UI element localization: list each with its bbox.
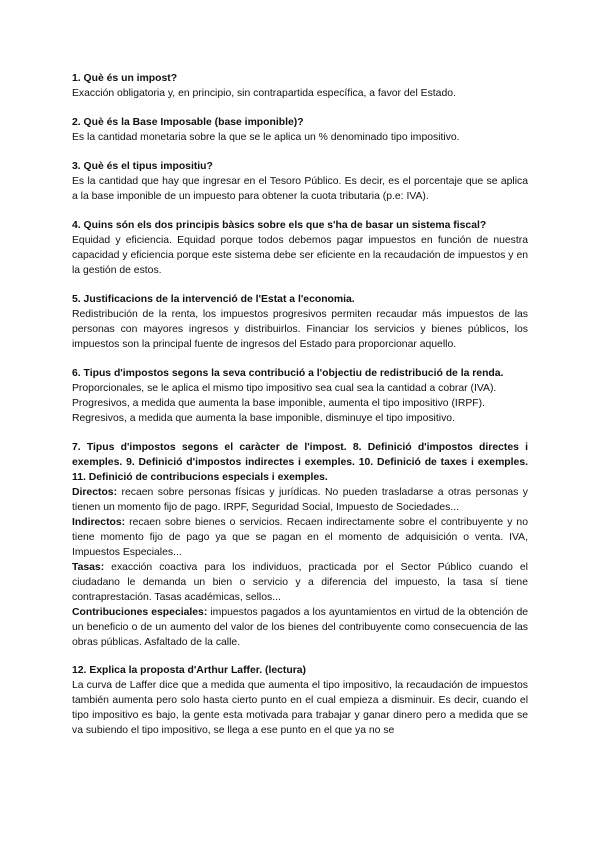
answer-line: Progresivos, a medida que aumenta la base imponible, aumenta el tipo impositivo (IRPF).: [72, 398, 485, 409]
question-heading: 6. Tipus d'impostos segons la seva contribució a l'objectiu de redistribució de la renda.: [72, 368, 504, 379]
definition-text: exacción coactiva para los individuos, practicada por el Sector Público cuando el ciudadano le demanda un bien o servicio y a diferencia del impuesto, la tasa sí tiene contraprestación. Tasas académicas, sellos...: [72, 562, 528, 603]
question-heading: 1. Què és un impost?: [72, 73, 178, 84]
section-7: [72, 440, 528, 650]
question-heading: 4. Quins són els dos principis bàsics sobre els que s'ha de basar un sistema fiscal?: [72, 220, 487, 231]
definition-text: impuestos pagados a los ayuntamientos en virtud de la obtención de un beneficio o de un aumento del valor de los bienes del contribuyente como consecuencia de las obras públicas. Asfaltado de la calle.: [72, 607, 528, 648]
section-3: [72, 159, 528, 204]
section-2: [72, 115, 528, 145]
definition-contribuciones: [72, 605, 528, 650]
answer-text: Equidad y eficiencia. Equidad porque todos debemos pagar impuestos en función de nuestra capacidad y eficiencia porque este sistema debe ser eficiente en la recaudación de impuestos y en la gestión de estos.: [72, 235, 528, 276]
answer-text: Exacción obligatoria y, en principio, sin contrapartida específica, a favor del Estado.: [72, 88, 456, 99]
definition-tasas: [72, 560, 528, 605]
section-12: [72, 663, 528, 738]
section-6: [72, 366, 528, 426]
answer-text: Es la cantidad monetaria sobre la que se le aplica un % denominado tipo impositivo.: [72, 132, 460, 143]
section-1: [72, 71, 528, 101]
definition-term: Indirectos:: [72, 517, 126, 528]
answer-text: Es la cantidad que hay que ingresar en el Tesoro Público. Es decir, es el porcentaje que se aplica a la base imponible de un impuesto para obtener la cuota tributaria (p.e: IVA).: [72, 176, 528, 202]
definition-term: Tasas:: [72, 562, 105, 573]
question-heading: 3. Què és el tipus impositiu?: [72, 161, 213, 172]
answer-line: Proporcionales, se le aplica el mismo tipo impositivo sea cual sea la cantidad a cobrar (IVA).: [72, 383, 497, 394]
definition-indirectos: [72, 515, 528, 560]
question-heading: 7. Tipus d'impostos segons el caràcter de l'impost. 8. Definició d'impostos directes i exemples. 9. Definició d'impostos indirectes i exemples. 10. Definició de taxes i exemples. 11. Definició de contribucions especials i exemples.: [72, 442, 528, 483]
definition-text: recaen sobre personas físicas y jurídicas. No pueden trasladarse a otras personas y tienen un momento fijo de pago. IRPF, Seguridad Social, Impuesto de Sociedades...: [72, 487, 528, 513]
answer-text: La curva de Laffer dice que a medida que aumenta el tipo impositivo, la recaudación de impuestos también aumenta pero solo hasta cierto punto en el cual empieza a disminuir. Es decir, cuando el tipo impositivo es bajo, la gente esta motivada para trabajar y ganar dinero pero a medida que se va subiendo el tipo impositivo, se llega a ese punto en el que ya no se: [72, 680, 528, 736]
answer-text: Redistribución de la renta, los impuestos progresivos permiten recaudar más impuestos de las personas con mayores ingresos y distribuirlos. Financiar los servicios y bienes públicos, los impuestos son la principal fuente de ingresos del Estado para proporcionar aquello.: [72, 309, 528, 350]
section-5: [72, 292, 528, 352]
question-heading: 2. Què és la Base Imposable (base imponible)?: [72, 117, 304, 128]
definition-text: recaen sobre bienes o servicios. Recaen indirectamente sobre el contribuyente y no tiene momento fijo de pago ya que se pagan en el momento de adquisición o venta. IVA, Impuestos Especiales...: [72, 517, 528, 558]
answer-line: Regresivos, a medida que aumenta la base imponible, disminuye el tipo impositivo.: [72, 413, 455, 424]
question-heading: 12. Explica la proposta d'Arthur Laffer. (lectura): [72, 665, 307, 676]
question-heading: 5. Justificacions de la intervenció de l'Estat a l'economia.: [72, 294, 355, 305]
definition-term: Contribuciones especiales:: [72, 607, 208, 618]
definition-directos: [72, 485, 528, 515]
section-4: [72, 218, 528, 278]
definition-term: Directos:: [72, 487, 118, 498]
